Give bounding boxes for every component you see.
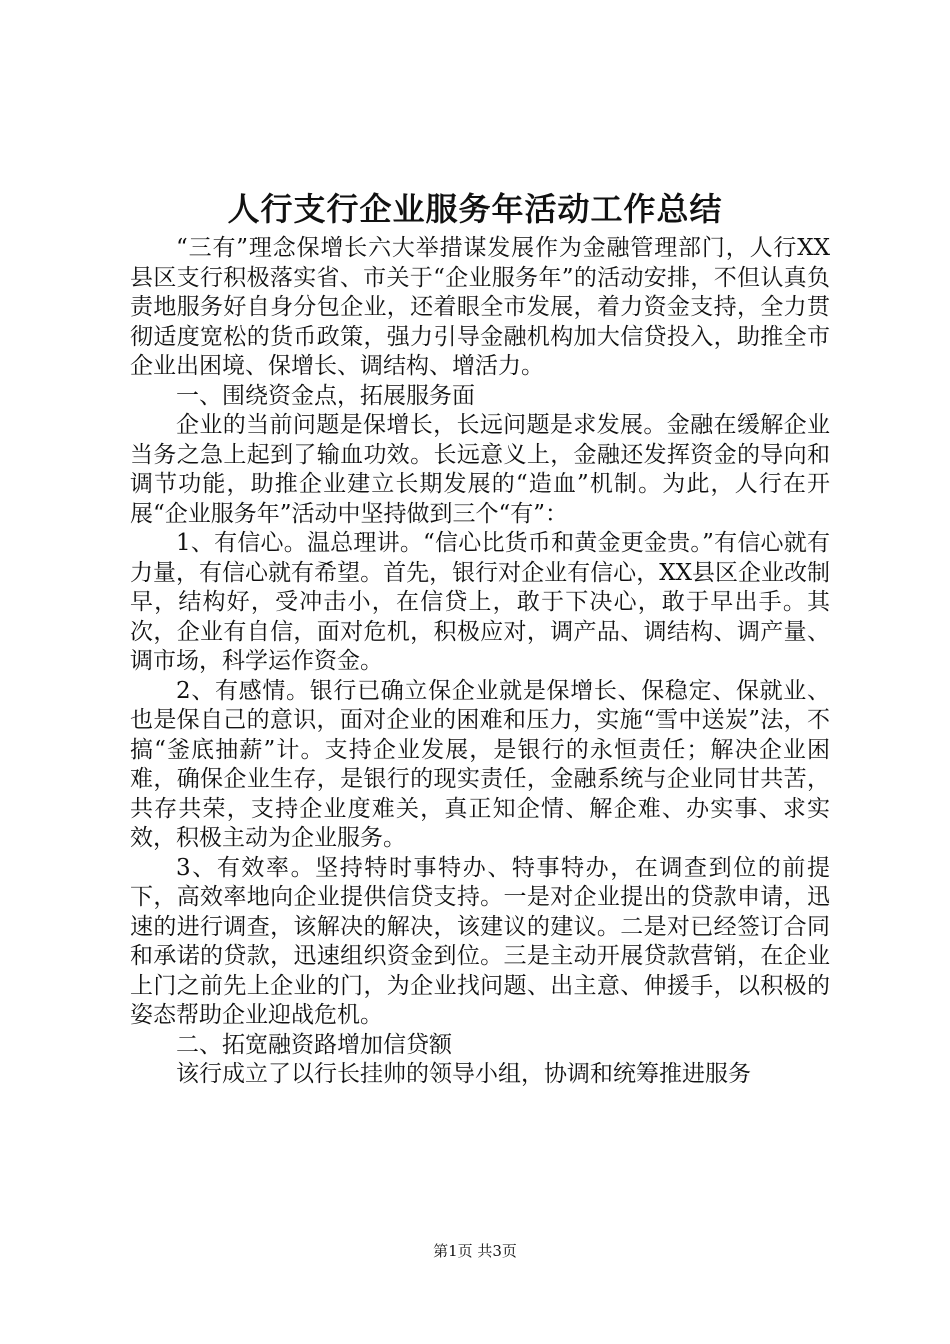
paragraph-efficiency: 3、有效率。坚持特时事特办、特事特办，在调查到位的前提下，高效率地向企业提供信贷支持。一是对企业提出的贷款申请，迅速的进行调查，该解决的解决，该建议的建议。二是对已经签订合同和承诺的贷款，迅速组织资金到位。三是主动开展贷款营销，在企业上门之前先上企业的门，为企业找问题、出主意、伸援手，以积极的姿态帮助企业迎战危机。 <box>130 854 830 1028</box>
section-heading-2: 二、拓宽融资路增加信贷额 <box>176 1031 452 1058</box>
paragraph-intro: “三有”理念保增长六大举措谋发展作为金融管理部门，人行XX县区支行积极落实省、市关于“企业服务年”的活动安排，不但认真负责地服务好自身分包企业，还着眼全市发展，着力资金支持，全力贯彻适度宽松的货币政策，强力引导金融机构加大信贷投入，助推全市企业出困境、保增长、调结构、增活力。 <box>130 235 830 379</box>
paragraph-section2: 该行成立了以行长挂帅的领导小组，协调和统筹推进服务 <box>176 1061 751 1087</box>
document-body <box>130 234 830 1090</box>
document-title: 人行支行企业服务年活动工作总结 <box>227 190 723 228</box>
page-number-footer: 第1页 共3页 <box>433 1242 517 1260</box>
section-heading-1: 一、围绕资金点，拓展服务面 <box>176 382 475 409</box>
paragraph-emotion: 2、有感情。银行已确立保企业就是保增长、保稳定、保就业、也是保自己的意识，面对企业的困难和压力，实施“雪中送炭”法，不搞“釜底抽薪”计。支持企业发展，是银行的永恒责任；解决企业困难，确保企业生存，是银行的现实责任，金融系统与企业同甘共苦，共存共荣，支持企业度难关，真正知企情、解企难、办实事、求实效，积极主动为企业服务。 <box>130 677 830 851</box>
paragraph-section1: 企业的当前问题是保增长，长远问题是求发展。金融在缓解企业当务之急上起到了输血功效。长远意义上，金融还发挥资金的导向和调节功能，助推企业建立长期发展的“造血”机制。为此，人行在开展“企业服务年”活动中坚持做到三个“有”： <box>130 412 830 527</box>
paragraph-confidence: 1、有信心。温总理讲。“信心比货币和黄金更金贵。”有信心就有力量，有信心就有希望。首先，银行对企业有信心，XX县区企业改制早，结构好，受冲击小，在信贷上，敢于下决心，敢于早出手。其次，企业有自信，面对危机，积极应对，调产品、调结构、调产量、调市场，科学运作资金。 <box>130 530 830 674</box>
